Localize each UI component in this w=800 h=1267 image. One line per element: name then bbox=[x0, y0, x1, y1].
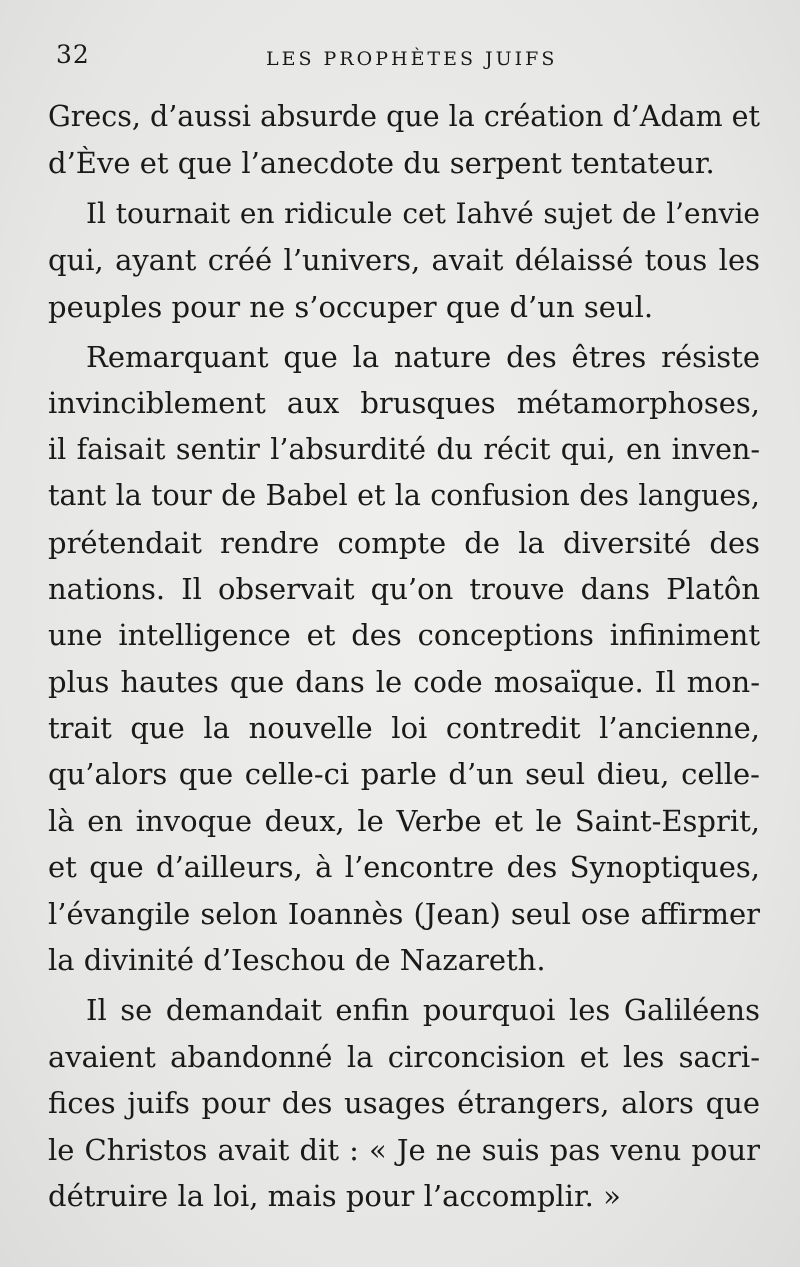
text-line: trait que la nouvelle loi contredit l’ancienne, bbox=[48, 711, 760, 746]
text-line: Il tournait en ridicule cet Iahvé sujet de l’envie bbox=[86, 196, 760, 230]
page-number: 32 bbox=[56, 40, 90, 69]
text-line: qu’alors que celle-ci parle d’un seul dieu, celle- bbox=[48, 757, 760, 792]
text-line: avaient abandonné la circoncision et les sacri- bbox=[48, 1039, 760, 1074]
text-line: l’évangile selon Ioannès (Jean) seul ose affirmer bbox=[48, 896, 760, 931]
text-line: peuples pour ne s’occuper que d’un seul. bbox=[48, 289, 654, 324]
text-line: fices juifs pour des usages étrangers, alors que bbox=[48, 1086, 760, 1121]
text-line: invinciblement aux brusques métamorphoses, bbox=[48, 386, 760, 421]
text-line: Remarquant que la nature des êtres résiste bbox=[86, 339, 760, 374]
text-line: plus hautes que dans le code mosaïque. Il mon- bbox=[48, 664, 760, 699]
text-line: et que d’ailleurs, à l’encontre des Synoptiques, bbox=[48, 850, 760, 885]
text-line: prétendait rendre compte de la diversité des bbox=[48, 525, 760, 560]
text-line: tant la tour de Babel et la confusion des langues, bbox=[48, 479, 760, 513]
text-line: une intelligence et des conceptions infiniment bbox=[48, 618, 760, 653]
text-line: Il se demandait enfin pourquoi les Galiléens bbox=[86, 993, 760, 1028]
body-text bbox=[48, 94, 760, 1219]
text-line: Grecs, d’aussi absurde que la création d’Adam et bbox=[48, 100, 760, 133]
text-line: là en invoque deux, le Verbe et le Saint-Esprit, bbox=[48, 803, 760, 838]
text-line: nations. Il observait qu’on trouve dans Platôn bbox=[48, 571, 760, 606]
running-title: LES PROPHÈTES JUIFS bbox=[266, 48, 558, 70]
text-line: qui, ayant créé l’univers, avait délaissé tous les bbox=[48, 243, 760, 278]
page-header bbox=[56, 40, 752, 76]
text-line: le Christos avait dit : « Je ne suis pas venu pour bbox=[48, 1132, 760, 1167]
text-line: d’Ève et que l’anecdote du serpent tentateur. bbox=[48, 146, 715, 181]
text-line: la divinité d’Ieschou de Nazareth. bbox=[48, 943, 546, 978]
text-line: il faisait sentir l’absurdité du récit qui, en inven- bbox=[48, 432, 760, 466]
text-line: détruire la loi, mais pour l’accomplir. » bbox=[48, 1178, 621, 1213]
